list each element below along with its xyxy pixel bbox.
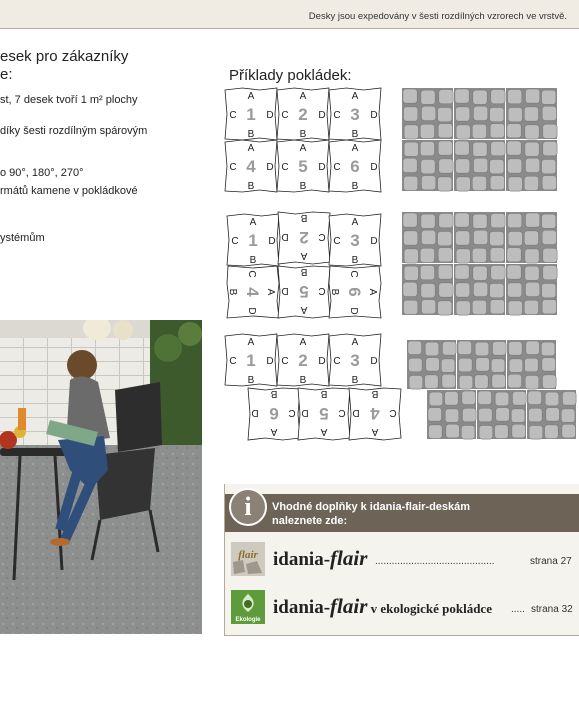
svg-text:D: D	[348, 307, 359, 315]
svg-text:C: C	[333, 356, 341, 367]
svg-text:D: D	[266, 162, 274, 173]
svg-text:C: C	[281, 356, 289, 367]
layout-tile	[225, 140, 277, 192]
svg-text:A: A	[351, 143, 359, 154]
svg-text:C: C	[318, 231, 326, 242]
paving-slab	[407, 340, 456, 389]
page-reference: strana 32	[531, 604, 573, 615]
paving-slab	[402, 88, 453, 139]
paving-slab	[457, 340, 506, 389]
svg-text:Ekologie: Ekologie	[235, 617, 261, 623]
reference-row-flair[interactable]	[225, 540, 579, 578]
layout-tile	[277, 140, 329, 192]
intro-line: st, 7 desek tvoří 1 m² plochy	[0, 94, 138, 106]
info-title: Vhodné doplňky k idania-flair-deskám naleznete zde:	[272, 501, 471, 527]
svg-text:C: C	[288, 407, 296, 418]
svg-text:1: 1	[248, 231, 258, 250]
paving-slab	[402, 212, 453, 263]
svg-text:C: C	[229, 162, 237, 173]
layout-tile	[329, 140, 381, 192]
svg-text:A: A	[265, 288, 276, 296]
intro-heading-line2: e:	[0, 66, 13, 83]
svg-text:A: A	[299, 143, 307, 154]
svg-text:B: B	[371, 388, 379, 399]
svg-text:4: 4	[243, 287, 262, 297]
svg-text:B: B	[300, 212, 308, 223]
info-icon: i	[229, 488, 267, 526]
layout-tile	[298, 388, 350, 440]
svg-text:2: 2	[298, 105, 308, 124]
header-bar	[0, 0, 579, 29]
layout-tile	[277, 334, 329, 386]
svg-text:B: B	[270, 388, 278, 399]
intro-line: o 90°, 180°, 270°	[0, 167, 84, 179]
svg-text:A: A	[299, 91, 307, 102]
svg-text:D: D	[246, 307, 257, 315]
svg-text:1: 1	[246, 351, 256, 370]
paving-slab	[506, 140, 557, 191]
svg-text:D: D	[318, 356, 326, 367]
svg-text:D: D	[266, 356, 274, 367]
patio-photo	[0, 320, 202, 634]
svg-text:A: A	[300, 250, 308, 261]
svg-text:A: A	[299, 337, 307, 348]
svg-text:C: C	[281, 162, 289, 173]
layout-tile	[278, 212, 330, 264]
svg-text:A: A	[300, 304, 308, 315]
svg-text:D: D	[370, 356, 378, 367]
layout-tile	[329, 334, 381, 386]
paving-slab	[454, 140, 505, 191]
svg-text:A: A	[249, 217, 257, 228]
svg-text:3: 3	[350, 231, 360, 250]
paving-slab	[454, 212, 505, 263]
leader-dots: ...........................................	[375, 556, 495, 567]
svg-text:B: B	[300, 266, 308, 277]
paving-slab	[527, 390, 576, 439]
reference-row-eco[interactable]	[225, 588, 579, 626]
layout-tile	[278, 266, 330, 318]
paving-slab	[454, 88, 505, 139]
svg-text:5: 5	[298, 157, 308, 176]
layout-tile	[329, 266, 381, 318]
svg-text:D: D	[352, 407, 360, 418]
svg-text:2: 2	[298, 351, 308, 370]
svg-text:B: B	[351, 375, 359, 386]
layout-tile	[349, 388, 401, 440]
svg-text:D: D	[251, 407, 259, 418]
svg-text:A: A	[247, 143, 255, 154]
info-box	[224, 484, 579, 636]
layout-diagram-3	[222, 332, 412, 444]
paving-slab	[506, 212, 557, 263]
svg-text:B: B	[329, 288, 340, 296]
layout-tile	[329, 88, 381, 140]
paving-slab	[477, 390, 526, 439]
svg-text:B: B	[299, 181, 307, 192]
svg-text:C: C	[389, 407, 397, 418]
svg-text:D: D	[318, 162, 326, 173]
svg-text:D: D	[281, 285, 289, 296]
svg-text:D: D	[370, 162, 378, 173]
paving-slab	[454, 264, 505, 315]
paving-pattern-3	[407, 340, 579, 448]
svg-text:B: B	[247, 375, 255, 386]
svg-text:C: C	[333, 110, 341, 121]
svg-text:D: D	[266, 110, 274, 121]
svg-text:D: D	[281, 231, 289, 242]
paving-slab	[402, 264, 453, 315]
svg-text:D: D	[301, 407, 309, 418]
svg-text:D: D	[318, 110, 326, 121]
svg-text:5: 5	[319, 404, 329, 423]
svg-text:B: B	[351, 181, 359, 192]
svg-text:A: A	[247, 337, 255, 348]
brand-name: idania-flair v ekologické pokládce	[273, 594, 492, 618]
flair-product-icon	[231, 542, 265, 576]
svg-text:C: C	[333, 236, 341, 247]
layout-tile	[227, 266, 279, 318]
svg-text:B: B	[249, 255, 257, 266]
svg-text:A: A	[270, 426, 278, 437]
svg-text:B: B	[247, 181, 255, 192]
paving-slab	[506, 264, 557, 315]
svg-text:C: C	[246, 270, 257, 278]
ecology-icon	[231, 590, 265, 624]
svg-text:D: D	[268, 236, 276, 247]
svg-text:B: B	[299, 129, 307, 140]
intro-heading-line1: esek pro zákazníky	[0, 48, 129, 65]
svg-text:B: B	[299, 375, 307, 386]
paving-slab	[402, 140, 453, 191]
paving-pattern-2	[402, 212, 562, 320]
svg-text:C: C	[333, 162, 341, 173]
page-reference: strana 27	[530, 556, 572, 567]
paving-slab	[427, 390, 476, 439]
svg-text:B: B	[351, 129, 359, 140]
layout-tile	[225, 334, 277, 386]
layout-tile	[225, 88, 277, 140]
intro-line: ystémům	[0, 232, 45, 244]
header-note: Desky jsou expedovány v šesti rozdílných vzrorech ve vrstvě.	[308, 11, 567, 22]
svg-text:6: 6	[350, 157, 360, 176]
paving-slab	[507, 340, 556, 389]
layout-diagram-2	[222, 210, 392, 322]
svg-text:C: C	[229, 356, 237, 367]
svg-text:C: C	[338, 407, 346, 418]
info-header	[225, 494, 579, 532]
svg-text:3: 3	[350, 105, 360, 124]
svg-text:3: 3	[350, 351, 360, 370]
layout-tile	[227, 214, 279, 266]
leader-dots: .....	[511, 604, 525, 615]
layout-tile	[277, 88, 329, 140]
paving-pattern-1	[402, 88, 562, 196]
svg-text:B: B	[247, 129, 255, 140]
svg-text:6: 6	[269, 404, 279, 423]
svg-text:4: 4	[370, 404, 380, 423]
svg-text:B: B	[227, 288, 238, 296]
svg-text:A: A	[367, 288, 378, 296]
svg-text:D: D	[370, 236, 378, 247]
examples-title: Příklady pokládek:	[229, 67, 352, 84]
svg-text:B: B	[320, 388, 328, 399]
intro-line: díky šesti rozdílným spárovým	[0, 125, 148, 137]
intro-text	[0, 48, 220, 244]
paving-slab	[506, 88, 557, 139]
svg-text:A: A	[351, 91, 359, 102]
svg-text:C: C	[318, 285, 326, 296]
intro-line: rmátů kamene v pokládkové	[0, 185, 138, 197]
svg-text:B: B	[351, 255, 359, 266]
svg-text:2: 2	[299, 228, 309, 247]
layout-tile	[248, 388, 300, 440]
brand-name: idania-flair	[273, 546, 368, 570]
svg-text:A: A	[247, 91, 255, 102]
svg-text:6: 6	[345, 287, 364, 297]
svg-text:A: A	[351, 337, 359, 348]
svg-text:1: 1	[246, 105, 256, 124]
layout-diagram-1	[222, 86, 392, 198]
svg-text:C: C	[231, 236, 239, 247]
svg-text:C: C	[229, 110, 237, 121]
svg-text:4: 4	[246, 157, 256, 176]
svg-text:flair: flair	[238, 549, 258, 561]
svg-text:5: 5	[299, 282, 309, 301]
svg-text:A: A	[351, 217, 359, 228]
svg-text:C: C	[348, 270, 359, 278]
layout-tile	[329, 214, 381, 266]
svg-text:A: A	[320, 426, 328, 437]
svg-text:A: A	[371, 426, 379, 437]
svg-text:D: D	[370, 110, 378, 121]
svg-text:C: C	[281, 110, 289, 121]
